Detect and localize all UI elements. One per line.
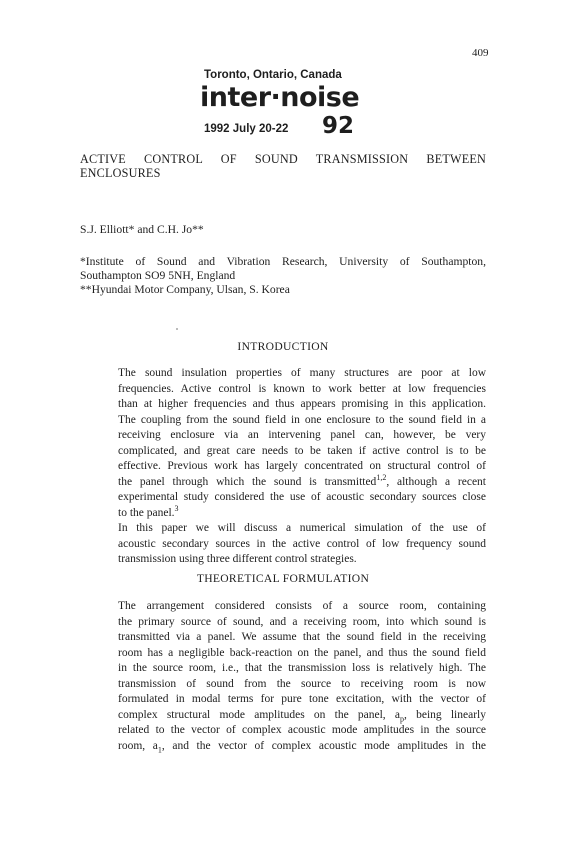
internoise-logo: inter·noise (200, 82, 360, 113)
intro-paragraph-1 (80, 366, 486, 521)
text-line: effective. Previous work has largely concentrated on structural control of (118, 460, 486, 472)
text-fragment: , although a recent (386, 475, 487, 488)
text-line: The arrangement considered consists of a source room, containing (118, 600, 486, 612)
citation-ref: 1,2 (376, 472, 387, 482)
text-line: transmitted via a panel. We assume that the sound field in the receiving (118, 631, 486, 643)
text-line: formulated in modal terms for pure tone excitation, with the vector of (118, 693, 486, 705)
text-line: in the source room, i.e., that the transmission loss is relatively high. The (118, 662, 486, 674)
text-line: than at higher frequencies and thus appears promising in this application. (118, 398, 486, 410)
intro-paragraph-2 (80, 521, 486, 568)
text-fragment: room, a (118, 739, 158, 752)
paper-title-line-2: ENCLOSURES (80, 166, 161, 180)
conference-year: 92 (322, 113, 355, 139)
subscript: 1 (157, 744, 162, 754)
citation-ref: 3 (174, 503, 179, 513)
text-line: receiving enclosure via an intervening panel can, however, be very (118, 429, 486, 441)
text-fragment: to the panel. (118, 506, 175, 519)
introduction-heading: INTRODUCTION (237, 340, 329, 353)
affiliation-line-3: **Hyundai Motor Company, Ulsan, S. Korea (80, 283, 290, 296)
text-line (80, 503, 486, 522)
text-fragment: , and the vector of complex acoustic mode amplitudes in the (161, 739, 486, 752)
text-fragment: the panel through which the sound is transmitted (118, 475, 377, 488)
text-line: related to the vector of complex acoustic mode amplitudes in the source (118, 724, 486, 736)
text-line: room has a negligible back-reaction on the panel, and thus the sound field (118, 646, 486, 659)
theory-body (80, 599, 486, 754)
text-line: acoustic secondary sources in the active control of low frequency sound (118, 537, 486, 550)
text-line: In this paper we will discuss a numerical simulation of the use of (118, 522, 486, 534)
text-fragment: , being linearly (404, 708, 486, 721)
text-line: The sound insulation properties of many structures are poor at low (118, 367, 486, 379)
paper-title-line-1: ACTIVE CONTROL OF SOUND TRANSMISSION BETWEEN (80, 152, 486, 166)
scan-speck (176, 328, 178, 330)
subscript: p (400, 713, 404, 723)
text-line: transmission using three different control strategies. (118, 553, 357, 565)
text-line: the primary source of sound, and a receiving room, into which sound is (118, 615, 486, 628)
conference-dates: 1992 July 20-22 (204, 123, 289, 135)
introduction-body (80, 366, 486, 568)
text-line: The coupling from the sound field in one enclosure to the sound field in a (118, 413, 486, 426)
page-number: 409 (472, 47, 489, 59)
text-fragment: complex structural mode amplitudes on the panel, a (118, 708, 400, 721)
theory-heading: THEORETICAL FORMULATION (196, 572, 370, 585)
text-line: complicated, and great care needs to be taken if active control is to be (118, 444, 486, 457)
theory-paragraph-1 (80, 599, 486, 754)
text-line (80, 708, 486, 724)
text-line: transmission of sound from the source to receiving room is now (118, 677, 486, 690)
text-line (80, 472, 487, 491)
affiliation-line-2: Southampton SO9 5NH, England (80, 269, 236, 282)
affiliation-line-1: *Institute of Sound and Vibration Research, University of Southampton, (80, 255, 486, 268)
text-line: experimental study considered the use of acoustic secondary sources close (118, 491, 486, 503)
text-line: frequencies. Active control is known to work better at low frequencies (118, 382, 486, 395)
authors: S.J. Elliott* and C.H. Jo** (80, 223, 204, 236)
conference-location: Toronto, Ontario, Canada (204, 69, 342, 81)
text-line (80, 739, 486, 755)
